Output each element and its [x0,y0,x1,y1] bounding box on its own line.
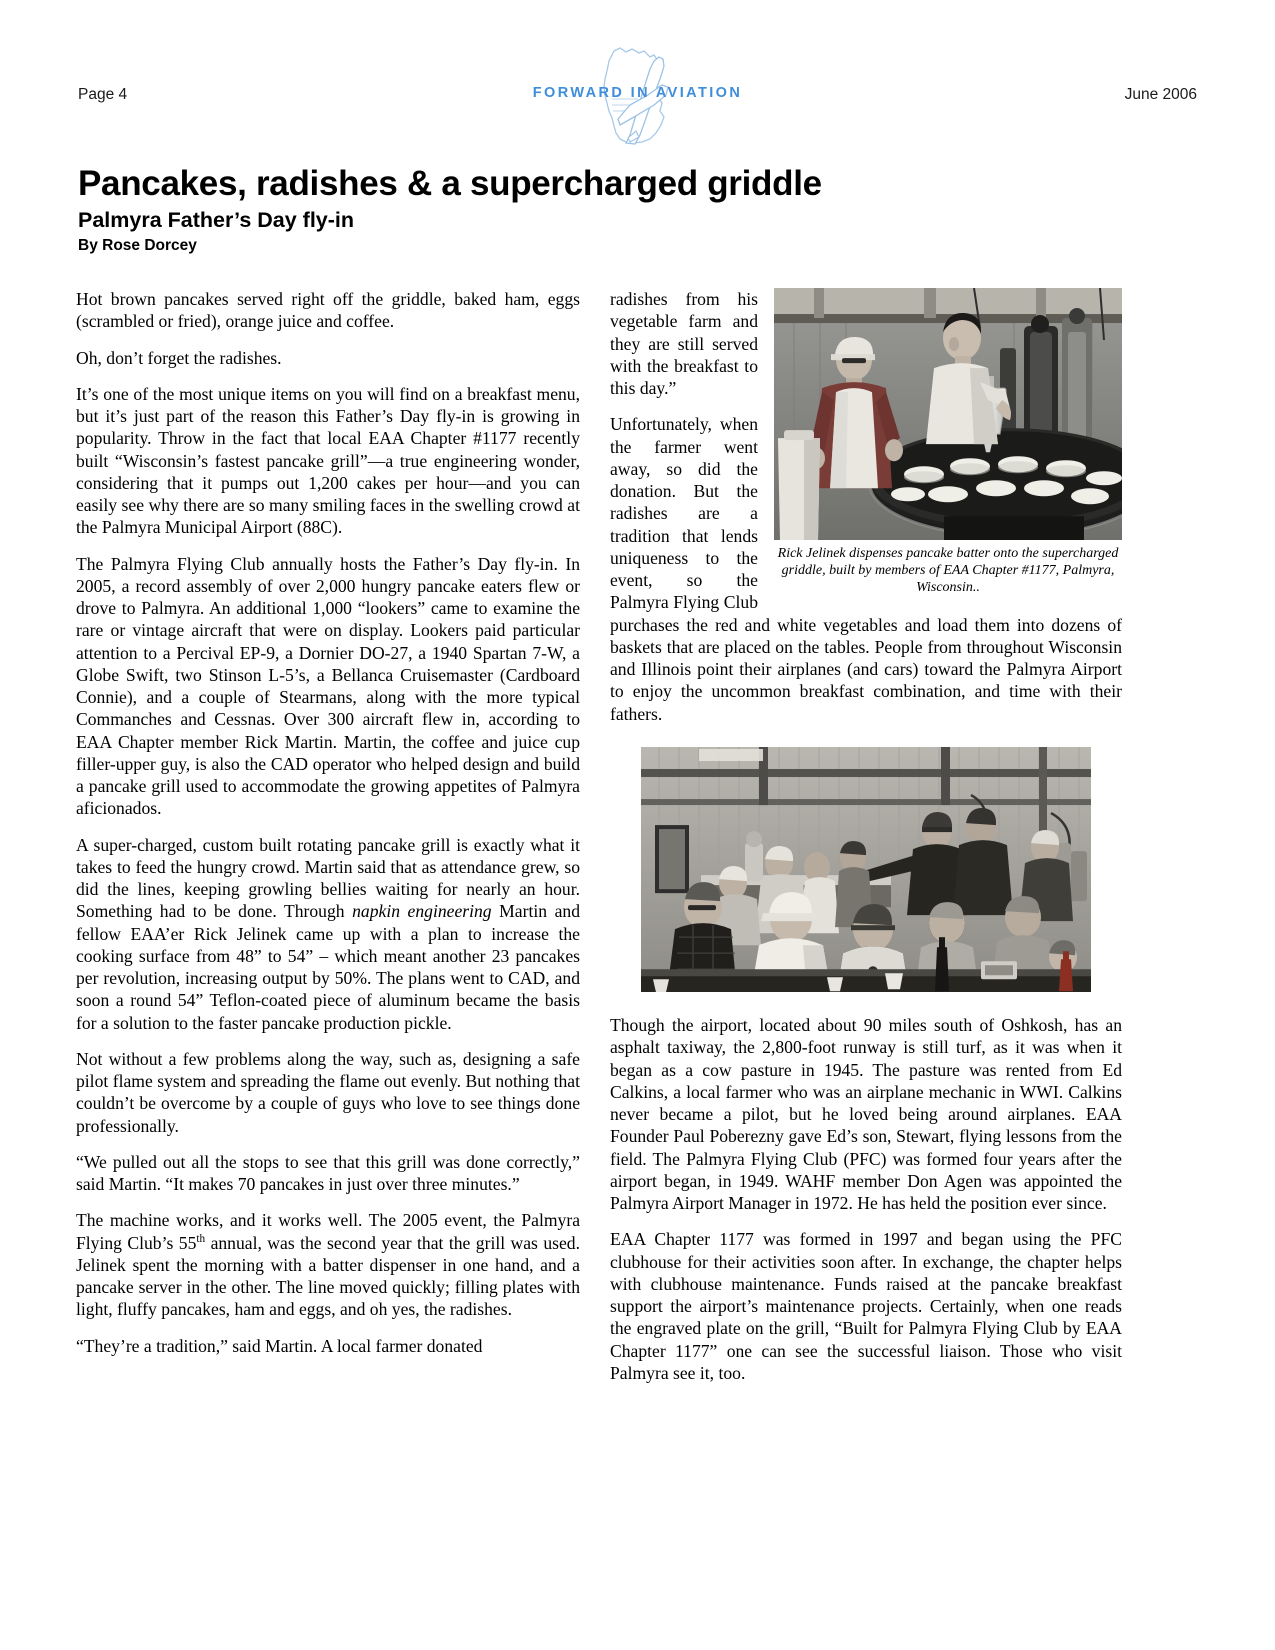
paragraph: radishes from his vegetable farm and they are still served with the breakfast to this day.” [610,289,758,398]
page-number-label: Page 4 [78,86,128,103]
paragraph: The Palmyra Flying Club annually hosts the Father’s Day fly-in. In 2005, a record assembly of over 2,000 hungry pancake eaters flew or drove to Palmyra. An additional 1,000 “lookers” came to examine the rare or vintage aircraft that were on display. Lookers paid particular attention to a Percival EP-9, a Dornier DO-27, a 1940 Spartan 7-W, a Globe Swift, two Stinson L-5’s, a Bellanca Cruisemaster (Cardboard Connie), and a couple of Stearmans, along with the more typical Commanches and Cessnas. Over 300 aircraft flew in, according to EAA Chapter member Rick Martin. Martin, the coffee and juice cup filler-upper guy, is also the CAD operator who helped design and build a pancake grill used to accommodate the growing appetites of Palmyra aficionados. [76,553,580,819]
paragraph-part: Martin and fellow EAA’er Rick Jelinek came up with a plan to increase the cooking surface from 48” to 54” – which meant another 23 pancakes per revolution, increasing output by 50%. The plans went to CAD, and soon a round 54” Teflon-coated piece of aluminum became the basis for a solution to the faster pancake production pickle. [76,901,580,1033]
paragraph: Though the airport, located about 90 miles south of Oshkosh, has an asphalt taxiway, the 2,800-foot runway is still turf, as it was when it began as a cow pasture in 1945. The pasture was rented from Ed Calkins, a local farmer who was an airplane mechanic in WWI. Calkins never became a pilot, but he loved being around airplanes. EAA Founder Paul Poberezny gave Ed’s son, Stewart, flying lessons from the field. The Palmyra Flying Club (PFC) was formed four years after the airport began, in 1949. WAHF member Don Agen was appointed the Palmyra Airport Manager in 1972. He has held the position ever since. [610,1015,1122,1213]
figure-pancake-griddle [774,288,1122,597]
paragraph: Unfortunately, when the farmer went away, so did the donation. But the radishes are a tradition that lends uniqueness to the event, so the Palmyra Flying Club purchases the red and white vegetables and load them into dozens of baskets that are placed on the tables. People from throughout Wisconsin and Illinois point their airplanes (and cars) toward the Palmyra Airport to enjoy the uncommon breakfast combination, and time with their fathers. [610,414,1122,724]
paragraph [76,834,580,1034]
issue-date-label: June 2006 [1124,86,1197,103]
figure-caption: Rick Jelinek dispenses pancake batter onto the supercharged griddle, built by members of EAA Chapter #1177, Palmyra, Wisconsin.. [777,546,1119,595]
paragraph-part: A super-charged, custom built rotating pancake grill is exactly what it takes to feed the hungry crowd. Martin said that as attendance grew, so did the lines, keeping growling bellies waiting for nearly an hour. Something had to be done. Through [76,834,580,922]
forward-in-aviation-logo [508,43,768,153]
paragraph-part: annual, was the second year that the grill was used. Jelinek spent the morning with a batter dispenser in one hand, and a pancake server in the other. The line moved quickly; filling plates with light, fluffy pancakes, ham and eggs, and oh yes, the radishes. [76,1232,580,1320]
figure-breakfast-crowd [610,747,1122,992]
article-headline-block [78,165,1128,256]
breakfast-crowd-photo-image [641,747,1091,992]
paragraph: Oh, don’t forget the radishes. [76,347,282,368]
paragraph: Hot brown pancakes served right off the griddle, baked ham, eggs (scrambled or fried), orange juice and coffee. [76,289,580,332]
paragraph: EAA Chapter 1177 was formed in 1997 and began using the PFC clubhouse for their activities soon after. In exchange, the chapter helps with clubhouse maintenance. Funds raised at the pancake breakfast support the airport’s maintenance projects. Certainly, when one reads the engraved plate on the grill, “Built for Palmyra Flying Club by EAA Chapter 1177” one can see the successful liaison. Those who visit Palmyra see it, too. [610,1229,1122,1383]
article-byline: By Rose Dorcey [78,237,197,255]
paragraph-part: The machine works, and it works well. The 2005 event, the Palmyra Flying Club’s 55 [76,1210,580,1253]
running-header [78,78,1197,118]
paragraph: “We pulled out all the stops to see that this grill was done correctly,” said Martin. “It makes 70 pancakes in just over three minutes.” [76,1151,580,1194]
photo-wrapper [641,747,1091,992]
article-subhead: Palmyra Father’s Day fly-in [78,207,355,232]
pancake-griddle-photo [774,288,1122,540]
pancake-griddle-photo-image [774,288,1122,540]
article-headline: Pancakes, radishes & a supercharged griddle [78,164,822,203]
paragraph [76,1209,580,1320]
emphasis-napkin-engineering: napkin engineering [352,901,492,922]
breakfast-crowd-photo [641,747,1091,992]
paragraph: “They’re a tradition,” said Martin. A local farmer donated [76,1335,483,1356]
left-text-column [76,288,580,1357]
ordinal-suffix: th [196,1232,206,1245]
paragraph: Not without a few problems along the way, such as, designing a safe pilot flame system and spreading the flame out evenly. But nothing that couldn’t be overcome by a couple of guys who love to see things done professionally. [76,1048,580,1136]
paragraph: It’s one of the most unique items on you will find on a breakfast menu, but it’s just part of the reason this Father’s Day fly-in is growing in popularity. Throw in the fact that local EAA Chapter #1177 recently built “Wisconsin’s fastest pancake grill”—a true engineering wonder, considering that it pumps out 1,200 cakes per hour—and you can easily see why there are so many smiling faces in the swelling crowd at the Palmyra Municipal Airport (88C). [76,383,580,538]
masthead-title: FORWARD IN AVIATION [532,85,743,101]
right-text-column [610,288,1122,1384]
